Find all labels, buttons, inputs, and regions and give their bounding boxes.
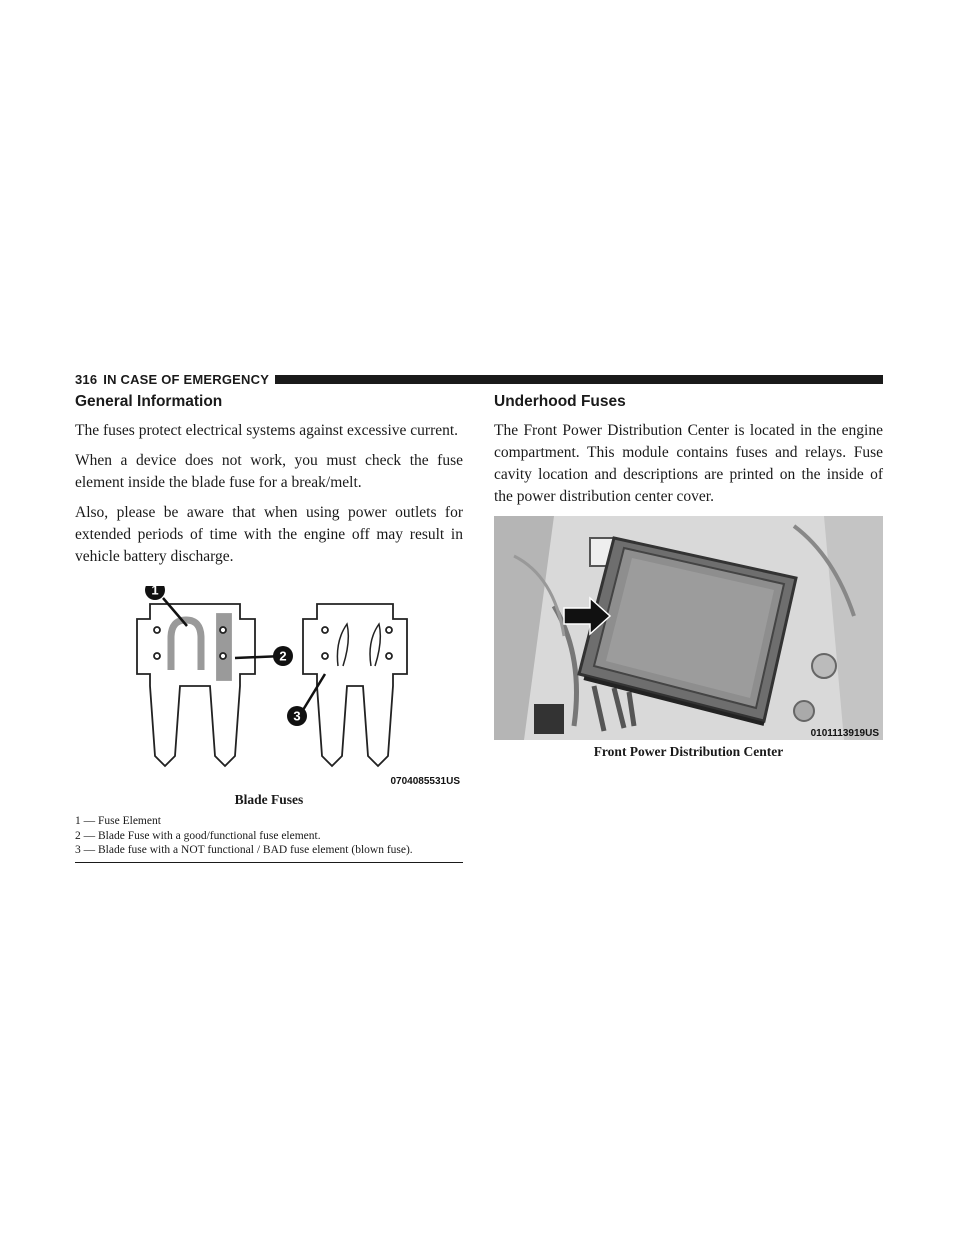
callout-1-label: 1 [151, 586, 159, 598]
legend-item-1: 1 — Fuse Element [75, 815, 161, 827]
pdc-caption: Front Power Distribution Center [593, 744, 784, 759]
blade-fuses-caption: Blade Fuses [234, 792, 304, 807]
underhood-paragraph: The Front Power Distribution Center is located in the engine compartment. This module contains fuses and relays. Fuse cavity location and descriptions are printed on the inside of the power distribution center cover. [494, 422, 883, 505]
callout-2-label: 2 [279, 648, 287, 664]
pdc-figure-code: 0101113919US [810, 728, 879, 739]
paragraph-2: When a device does not work, you must check the fuse element inside the blade fuse for a break/melt. [75, 452, 463, 491]
figure-legend [75, 814, 463, 858]
paragraph-1: The fuses protect electrical systems against excessive current. [75, 422, 459, 439]
general-information-heading: General Information [75, 393, 223, 410]
callout-3 [287, 706, 307, 726]
callout-3-label: 3 [293, 708, 301, 724]
callout-1 [145, 586, 165, 600]
legend-rule [75, 862, 463, 863]
page-header [75, 371, 883, 387]
good-fuse-drawing [137, 604, 255, 766]
section-title: IN CASE OF EMERGENCY [103, 371, 270, 387]
paragraph-3: Also, please be aware that when using power outlets for extended periods of time with the engine off may result in vehicle battery discharge. [75, 504, 463, 565]
legend-item-3: 3 — Blade fuse with a NOT functional / BAD fuse element (blown fuse). [75, 844, 413, 856]
right-column [494, 392, 883, 760]
blade-fuses-figure-code: 0704085531US [390, 776, 460, 787]
callout-2 [273, 646, 293, 666]
header-rule [275, 375, 883, 384]
power-distribution-center-photo [494, 516, 883, 740]
blade-fuses-illustration [75, 586, 463, 788]
underhood-fuses-heading: Underhood Fuses [494, 393, 626, 410]
left-column [75, 392, 463, 863]
legend-item-2: 2 — Blade Fuse with a good/functional fuse element. [75, 829, 321, 842]
page-number: 316 [75, 371, 98, 387]
